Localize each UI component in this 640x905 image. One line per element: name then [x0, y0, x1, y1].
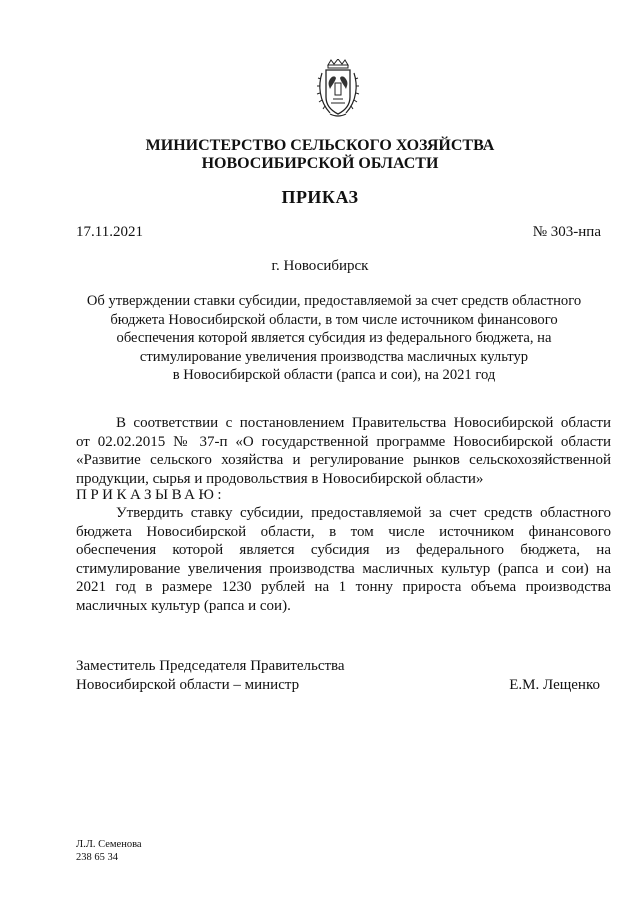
- coat-of-arms-icon: [316, 59, 360, 119]
- legal-basis-paragraph: [76, 414, 611, 488]
- subject-line: обеспечения которой является субсидия из федерального бюджета, на: [116, 330, 552, 346]
- signer-name: Е.М. Лещенко: [509, 677, 600, 693]
- decree-line: бюджета Новосибирской области, в том числе источником финансового: [76, 523, 611, 540]
- signer-position-line2: Новосибирской области – министр: [76, 677, 300, 693]
- decree-line: Утвердить ставку субсидии, предоставляемой за счет средств областного: [116, 505, 611, 521]
- document-city: г. Новосибирск: [271, 258, 369, 274]
- subject-line: Об утверждении ставки субсидии, предоставляемой за счет средств областного: [86, 293, 582, 309]
- decree-paragraph: [76, 504, 611, 615]
- document-number: № 303-нпа: [532, 224, 601, 240]
- order-word: ПРИКАЗЫВАЮ:: [76, 487, 226, 503]
- ministry-name-line2: НОВОСИБИРСКОЙ ОБЛАСТИ: [201, 155, 439, 172]
- ministry-name-line1: МИНИСТЕРСТВО СЕЛЬСКОГО ХОЗЯЙСТВА: [145, 137, 495, 154]
- signer-position: [76, 657, 345, 695]
- decree-line: 2021 год в размере 1230 рублей на 1 тонну прироста объема производства: [76, 579, 611, 595]
- signer-position-line1: Заместитель Председателя Правительства: [76, 658, 345, 674]
- subject-line: в Новосибирской области (рапса и сои), на 2021 год: [172, 367, 496, 383]
- decree-line: обеспечения которой является субсидия из федерального бюджета, на: [76, 542, 611, 558]
- document-subject: [60, 292, 608, 385]
- decree-line: масличных культур (рапса и сои).: [76, 597, 291, 614]
- basis-line: В соответствии с постановлением Правительства Новосибирской области: [116, 415, 611, 431]
- document-date: 17.11.2021: [76, 224, 143, 240]
- decree-line: стимулирование увеличения производства масличных культур (рапса и сои) на: [76, 560, 611, 577]
- executor-name: Л.Л. Семенова: [76, 839, 142, 850]
- subject-line: стимулирование увеличения производства масличных культур: [139, 348, 529, 365]
- basis-line: «Развитие сельского хозяйства и регулирование рынков сельскохозяйственной: [76, 452, 611, 468]
- basis-line: от 02.02.2015 № 37-п «О государственной программе Новосибирской области: [76, 433, 611, 450]
- executor-info: [76, 838, 142, 864]
- basis-line: продукции, сырья и продовольствия в Новосибирской области»: [76, 470, 484, 487]
- document-type-title: ПРИКАЗ: [281, 187, 359, 207]
- subject-line: бюджета Новосибирской области, в том числе источником финансового: [110, 311, 558, 328]
- executor-phone: 238 65 34: [76, 852, 118, 863]
